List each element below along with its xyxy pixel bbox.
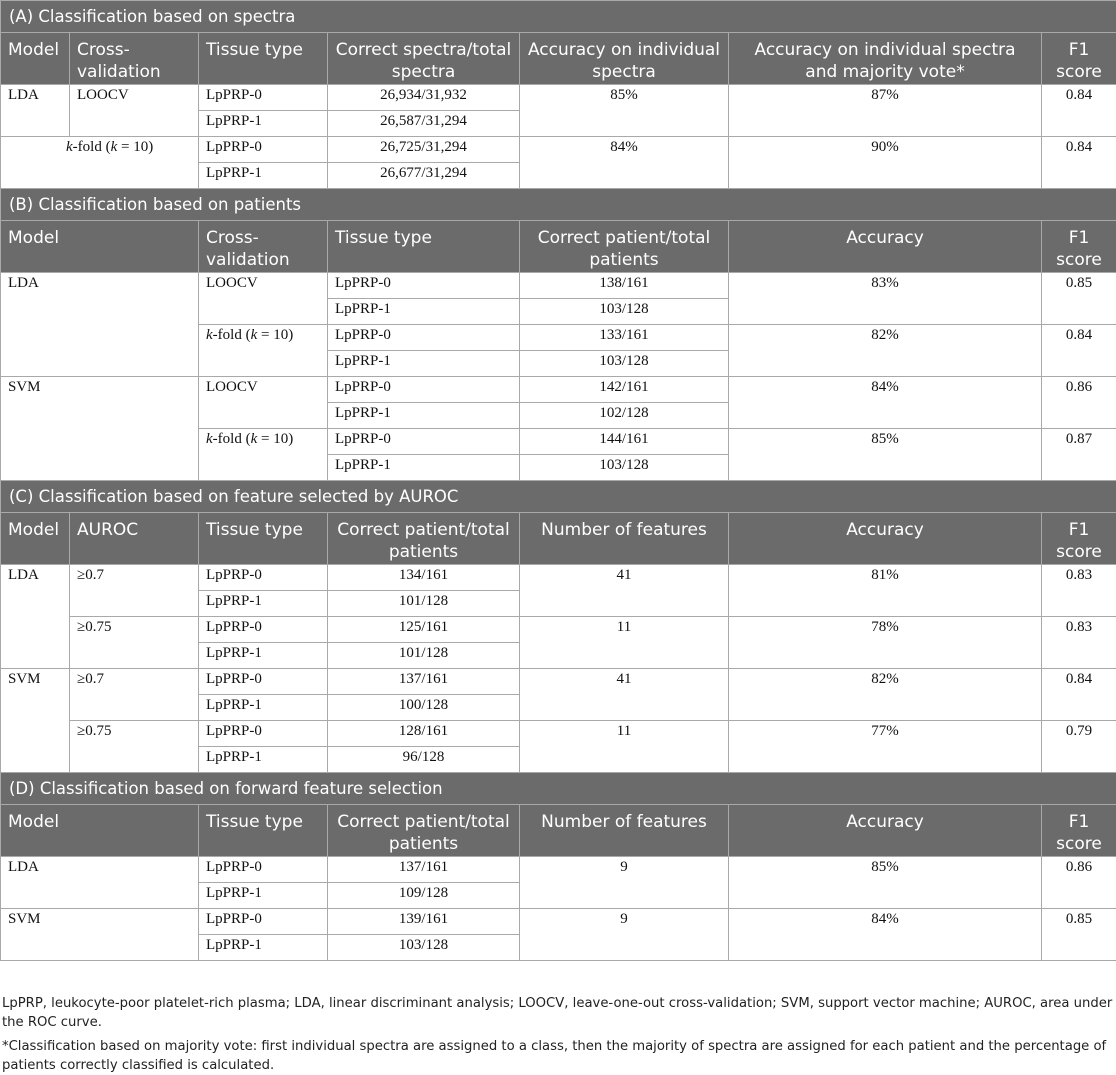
kfold-mid: -fold ( xyxy=(213,431,251,447)
section-c-title: (C) Classification based on feature selected by AUROC xyxy=(1,481,1116,513)
cell-model: LDA xyxy=(1,857,199,909)
cell-correct: 96/128 xyxy=(328,747,520,773)
cell-correct: 103/128 xyxy=(328,935,520,961)
header-f1-score: F1 score xyxy=(1042,33,1116,85)
header-tissue-type: Tissue type xyxy=(199,33,328,85)
header-accuracy-individual: Accuracy on individual spectra xyxy=(520,33,729,85)
kfold-k: k xyxy=(206,327,213,343)
cell-tissue: LpPRP-1 xyxy=(199,591,328,617)
header-accuracy: Accuracy xyxy=(729,805,1042,857)
cell-auroc: ≥0.75 xyxy=(70,721,199,773)
cell-f1: 0.85 xyxy=(1042,909,1116,961)
cell-tissue: LpPRP-0 xyxy=(199,857,328,883)
header-accuracy: Accuracy xyxy=(729,513,1042,565)
header-correct-patients: Correct patient/total patients xyxy=(520,221,729,273)
cell-correct: 26,677/31,294 xyxy=(328,163,520,189)
header-cross-validation: Cross-validation xyxy=(70,33,199,85)
cell-tissue: LpPRP-0 xyxy=(199,565,328,591)
kfold-k2: k xyxy=(251,431,258,447)
cell-accuracy: 82% xyxy=(729,325,1042,377)
header-tissue-type: Tissue type xyxy=(199,513,328,565)
kfold-end: = 10) xyxy=(257,431,293,447)
header-correct-spectra: Correct spectra/total spectra xyxy=(328,33,520,85)
cell-correct: 103/128 xyxy=(520,351,729,377)
cell-tissue: LpPRP-0 xyxy=(199,721,328,747)
cell-correct: 26,934/31,932 xyxy=(328,85,520,111)
cell-correct: 101/128 xyxy=(328,643,520,669)
cell-accuracy-majority: 90% xyxy=(729,137,1042,189)
cell-tissue: LpPRP-1 xyxy=(328,455,520,481)
cell-accuracy: 85% xyxy=(729,429,1042,481)
footnote-majority-vote: *Classification based on majority vote: first individual spectra are assigned to a class, then the majority of spectra are assigned for each patient and the percentage of patients correctly classified is calculated. xyxy=(0,1037,1116,1075)
cell-tissue: LpPRP-0 xyxy=(328,273,520,299)
kfold-k: k xyxy=(66,139,73,155)
table-row xyxy=(1,857,1116,883)
kfold-k: k xyxy=(206,431,213,447)
cell-f1: 0.85 xyxy=(1042,273,1116,325)
kfold-k2: k xyxy=(111,139,118,155)
table-row xyxy=(1,565,1116,591)
cell-f1: 0.84 xyxy=(1042,137,1116,189)
header-model: Model xyxy=(1,221,199,273)
cell-tissue: LpPRP-1 xyxy=(328,299,520,325)
cell-cv: LOOCV xyxy=(199,377,328,429)
cell-correct: 133/161 xyxy=(520,325,729,351)
cell-correct: 103/128 xyxy=(520,299,729,325)
cell-accuracy: 84% xyxy=(729,377,1042,429)
cell-tissue: LpPRP-0 xyxy=(199,137,328,163)
table-row xyxy=(1,377,1116,403)
table-row xyxy=(1,273,1116,299)
table-row xyxy=(1,721,1116,747)
cell-tissue: LpPRP-1 xyxy=(199,747,328,773)
cell-accuracy: 84% xyxy=(729,909,1042,961)
cell-correct: 109/128 xyxy=(328,883,520,909)
cell-correct: 103/128 xyxy=(520,455,729,481)
cell-f1: 0.79 xyxy=(1042,721,1116,773)
cell-cv-kfold xyxy=(199,429,328,481)
header-cross-validation: Cross-validation xyxy=(199,221,328,273)
cell-model: LDA xyxy=(1,565,70,669)
cell-number-of-features: 11 xyxy=(520,617,729,669)
cell-f1: 0.84 xyxy=(1042,325,1116,377)
cell-tissue: LpPRP-1 xyxy=(199,111,328,137)
section-a-title: (A) Classification based on spectra xyxy=(1,1,1116,33)
cell-correct: 134/161 xyxy=(328,565,520,591)
cell-f1: 0.86 xyxy=(1042,377,1116,429)
header-f1-score: F1 score xyxy=(1042,513,1116,565)
footnote-abbreviations: LpPRP, leukocyte-poor platelet-rich plasma; LDA, linear discriminant analysis; LOOCV, leave-one-out cross-validation; SVM, support vector machine; AUROC, area under the ROC curve. xyxy=(0,994,1116,1032)
cell-tissue: LpPRP-1 xyxy=(199,883,328,909)
header-accuracy-majority: Accuracy on individual spectra and majority vote* xyxy=(729,33,1042,85)
cell-cv-kfold xyxy=(199,325,328,377)
cell-correct: 128/161 xyxy=(328,721,520,747)
table-row xyxy=(1,617,1116,643)
cell-tissue: LpPRP-0 xyxy=(199,85,328,111)
table-row xyxy=(1,669,1116,695)
header-number-of-features: Number of features xyxy=(520,805,729,857)
cell-correct: 144/161 xyxy=(520,429,729,455)
cell-f1: 0.83 xyxy=(1042,617,1116,669)
cell-cv: LOOCV xyxy=(70,85,199,137)
cell-correct: 125/161 xyxy=(328,617,520,643)
cell-tissue: LpPRP-0 xyxy=(199,669,328,695)
kfold-mid: -fold ( xyxy=(213,327,251,343)
cell-f1: 0.84 xyxy=(1042,85,1116,137)
cell-tissue: LpPRP-1 xyxy=(199,935,328,961)
cell-tissue: LpPRP-1 xyxy=(199,163,328,189)
header-correct-patients: Correct patient/total patients xyxy=(328,513,520,565)
header-correct-patients: Correct patient/total patients xyxy=(328,805,520,857)
cell-correct: 138/161 xyxy=(520,273,729,299)
header-accuracy: Accuracy xyxy=(729,221,1042,273)
header-f1-score: F1 score xyxy=(1042,805,1116,857)
header-tissue-type: Tissue type xyxy=(199,805,328,857)
header-tissue-type: Tissue type xyxy=(328,221,520,273)
cell-f1: 0.86 xyxy=(1042,857,1116,909)
cell-auroc: ≥0.7 xyxy=(70,565,199,617)
cell-tissue: LpPRP-0 xyxy=(328,377,520,403)
section-b-title: (B) Classification based on patients xyxy=(1,189,1116,221)
cell-model: LDA xyxy=(1,273,199,377)
kfold-k2: k xyxy=(251,327,258,343)
cell-correct: 26,587/31,294 xyxy=(328,111,520,137)
header-model: Model xyxy=(1,33,70,85)
section-d-title: (D) Classification based on forward feature selection xyxy=(1,773,1116,805)
cell-accuracy: 82% xyxy=(729,669,1042,721)
cell-model: SVM xyxy=(1,909,199,961)
table-row xyxy=(1,137,1116,163)
header-model: Model xyxy=(1,513,70,565)
cell-accuracy: 81% xyxy=(729,565,1042,617)
cell-number-of-features: 11 xyxy=(520,721,729,773)
kfold-mid: -fold ( xyxy=(73,139,111,155)
cell-model: SVM xyxy=(1,669,70,773)
cell-correct: 101/128 xyxy=(328,591,520,617)
cell-number-of-features: 9 xyxy=(520,909,729,961)
cell-cv: LOOCV xyxy=(199,273,328,325)
cell-tissue: LpPRP-0 xyxy=(328,429,520,455)
cell-correct: 137/161 xyxy=(328,857,520,883)
cell-correct: 100/128 xyxy=(328,695,520,721)
header-model: Model xyxy=(1,805,199,857)
cell-auroc: ≥0.75 xyxy=(70,617,199,669)
cell-number-of-features: 41 xyxy=(520,565,729,617)
cell-accuracy: 85% xyxy=(729,857,1042,909)
cell-f1: 0.83 xyxy=(1042,565,1116,617)
table-row xyxy=(1,85,1116,111)
cell-number-of-features: 41 xyxy=(520,669,729,721)
cell-tissue: LpPRP-1 xyxy=(199,643,328,669)
cell-correct: 102/128 xyxy=(520,403,729,429)
cell-accuracy-individual: 85% xyxy=(520,85,729,137)
cell-accuracy: 78% xyxy=(729,617,1042,669)
cell-model: LDA xyxy=(1,85,70,137)
cell-accuracy: 83% xyxy=(729,273,1042,325)
cell-correct: 26,725/31,294 xyxy=(328,137,520,163)
header-number-of-features: Number of features xyxy=(520,513,729,565)
table-row xyxy=(1,909,1116,935)
cell-correct: 137/161 xyxy=(328,669,520,695)
cell-tissue: LpPRP-0 xyxy=(328,325,520,351)
header-f1-score: F1 score xyxy=(1042,221,1116,273)
cell-cv-kfold xyxy=(1,137,199,189)
cell-auroc: ≥0.7 xyxy=(70,669,199,721)
header-auroc: AUROC xyxy=(70,513,199,565)
cell-accuracy-individual: 84% xyxy=(520,137,729,189)
cell-tissue: LpPRP-1 xyxy=(328,403,520,429)
cell-model: SVM xyxy=(1,377,199,481)
cell-f1: 0.84 xyxy=(1042,669,1116,721)
kfold-end: = 10) xyxy=(257,327,293,343)
cell-tissue: LpPRP-0 xyxy=(199,617,328,643)
cell-accuracy-majority: 87% xyxy=(729,85,1042,137)
cell-f1: 0.87 xyxy=(1042,429,1116,481)
cell-tissue: LpPRP-1 xyxy=(328,351,520,377)
cell-number-of-features: 9 xyxy=(520,857,729,909)
cell-tissue: LpPRP-0 xyxy=(199,909,328,935)
cell-tissue: LpPRP-1 xyxy=(199,695,328,721)
cell-correct: 139/161 xyxy=(328,909,520,935)
cell-correct: 142/161 xyxy=(520,377,729,403)
cell-accuracy: 77% xyxy=(729,721,1042,773)
kfold-end: = 10) xyxy=(117,139,153,155)
